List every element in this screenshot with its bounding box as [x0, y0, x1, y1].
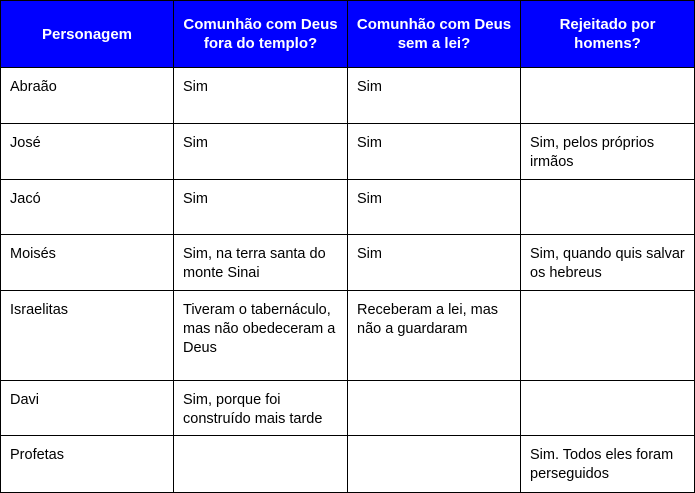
cell-rejeitado: [521, 291, 695, 381]
table-row: [1, 235, 695, 291]
header-comunhao-sem-lei: Comunhão com Deus sem a lei?: [348, 1, 521, 68]
cell-fora-templo: [174, 436, 348, 493]
cell-personagem: Israelitas: [1, 291, 174, 381]
cell-fora-templo: Sim: [174, 180, 348, 235]
cell-fora-templo: Tiveram o tabernáculo, mas não obedeceram a Deus: [174, 291, 348, 381]
table-row: [1, 124, 695, 180]
cell-personagem: Davi: [1, 381, 174, 436]
cell-rejeitado: [521, 68, 695, 124]
table-row: [1, 291, 695, 381]
cell-sem-lei: [348, 436, 521, 493]
cell-personagem: Profetas: [1, 436, 174, 493]
header-row: [1, 1, 695, 68]
table-row: [1, 180, 695, 235]
table-row: [1, 68, 695, 124]
table-row: [1, 436, 695, 493]
cell-sem-lei: Receberam a lei, mas não a guardaram: [348, 291, 521, 381]
table-row: [1, 381, 695, 436]
cell-sem-lei: Sim: [348, 68, 521, 124]
cell-fora-templo: Sim, porque foi construído mais tarde: [174, 381, 348, 436]
cell-rejeitado: [521, 381, 695, 436]
cell-personagem: Jacó: [1, 180, 174, 235]
cell-sem-lei: [348, 381, 521, 436]
cell-sem-lei: Sim: [348, 180, 521, 235]
cell-personagem: José: [1, 124, 174, 180]
cell-sem-lei: Sim: [348, 124, 521, 180]
cell-rejeitado: Sim, quando quis salvar os hebreus: [521, 235, 695, 291]
header-comunhao-fora-templo: Comunhão com Deus fora do templo?: [174, 1, 348, 68]
cell-fora-templo: Sim: [174, 68, 348, 124]
cell-fora-templo: Sim, na terra santa do monte Sinai: [174, 235, 348, 291]
header-rejeitado: Rejeitado por homens?: [521, 1, 695, 68]
cell-sem-lei: Sim: [348, 235, 521, 291]
cell-rejeitado: Sim, pelos próprios irmãos: [521, 124, 695, 180]
header-personagem: Personagem: [1, 1, 174, 68]
cell-rejeitado: [521, 180, 695, 235]
cell-rejeitado: Sim. Todos eles foram perseguidos: [521, 436, 695, 493]
cell-personagem: Abraão: [1, 68, 174, 124]
cell-fora-templo: Sim: [174, 124, 348, 180]
cell-personagem: Moisés: [1, 235, 174, 291]
